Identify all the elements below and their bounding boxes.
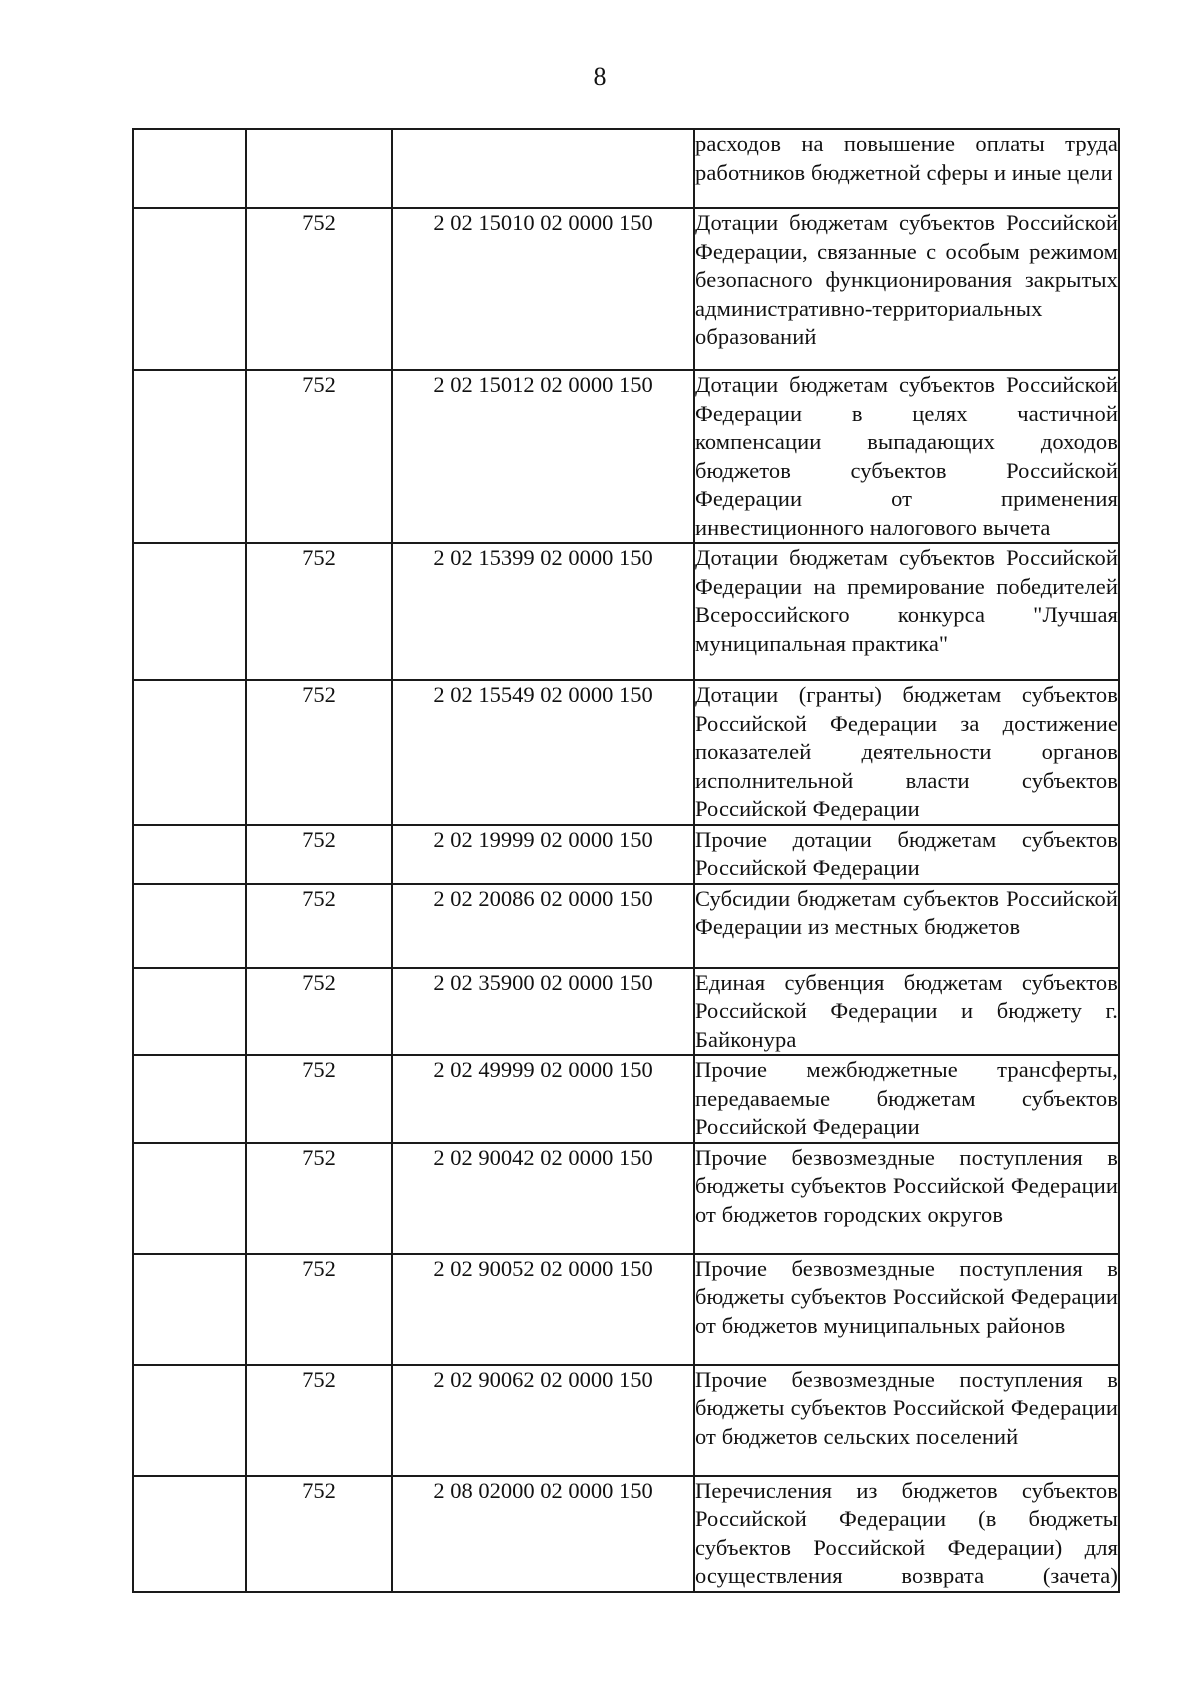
admin-code-cell: 752 [246, 884, 392, 968]
table-cell-empty [133, 825, 246, 884]
income-description-cell: Прочие безвозмездные поступления в бюджеты субъектов Российской Федерации от бюджетов городских округов [694, 1143, 1119, 1254]
budget-code-cell: 2 02 90062 02 0000 150 [392, 1365, 694, 1476]
income-description-cell: Прочие безвозмездные поступления в бюджеты субъектов Российской Федерации от бюджетов сельских поселений [694, 1365, 1119, 1476]
income-description-cell: Дотации бюджетам субъектов Российской Федерации в целях частичной компенсации выпадающих доходов бюджетов субъектов Российской Федерации от применения инвестиционного налогового вычета [694, 370, 1119, 543]
page-number: 8 [593, 62, 607, 91]
income-description-cell: Дотации бюджетам субъектов Российской Федерации на премирование победителей Всероссийского конкурса "Лучшая муниципальная практика" [694, 543, 1119, 680]
budget-code-cell: 2 02 15549 02 0000 150 [392, 680, 694, 825]
budget-code-cell: 2 02 90042 02 0000 150 [392, 1143, 694, 1254]
income-description-cell: Дотации бюджетам субъектов Российской Федерации, связанные с особым режимом безопасного функционирования закрытых административно-территориальных образований [694, 208, 1119, 370]
admin-code-cell: 752 [246, 208, 392, 370]
table-row [133, 370, 1119, 543]
income-description-cell: Дотации (гранты) бюджетам субъектов Российской Федерации за достижение показателей деятельности органов исполнительной власти субъектов Российской Федерации [694, 680, 1119, 825]
admin-code-cell: 752 [246, 1143, 392, 1254]
table-row [133, 968, 1119, 1056]
table-cell-empty [133, 1055, 246, 1143]
admin-code-cell [246, 129, 392, 208]
budget-code-cell: 2 08 02000 02 0000 150 [392, 1476, 694, 1592]
table-row [133, 1254, 1119, 1365]
income-description-cell: Прочие безвозмездные поступления в бюджеты субъектов Российской Федерации от бюджетов муниципальных районов [694, 1254, 1119, 1365]
admin-code-cell: 752 [246, 968, 392, 1056]
table-cell-empty [133, 884, 246, 968]
table-cell-empty [133, 129, 246, 208]
admin-code-cell: 752 [246, 680, 392, 825]
budget-code-cell: 2 02 35900 02 0000 150 [392, 968, 694, 1056]
table-row [133, 1365, 1119, 1476]
admin-code-cell: 752 [246, 1254, 392, 1365]
table-cell-empty [133, 370, 246, 543]
table-cell-empty [133, 208, 246, 370]
income-description-cell: Прочие дотации бюджетам субъектов Российской Федерации [694, 825, 1119, 884]
table-cell-empty [133, 1365, 246, 1476]
table-row [133, 825, 1119, 884]
budget-code-cell: 2 02 90052 02 0000 150 [392, 1254, 694, 1365]
budget-code-cell: 2 02 20086 02 0000 150 [392, 884, 694, 968]
income-description-cell: Прочие межбюджетные трансферты, передаваемые бюджетам субъектов Российской Федерации [694, 1055, 1119, 1143]
table-cell-empty [133, 968, 246, 1056]
table-row [133, 129, 1119, 208]
budget-code-cell [392, 129, 694, 208]
budget-code-cell: 2 02 15010 02 0000 150 [392, 208, 694, 370]
table-row [133, 1055, 1119, 1143]
table-row [133, 680, 1119, 825]
budget-code-cell: 2 02 49999 02 0000 150 [392, 1055, 694, 1143]
table-cell-empty [133, 1476, 246, 1592]
admin-code-cell: 752 [246, 1476, 392, 1592]
table-row [133, 543, 1119, 680]
admin-code-cell: 752 [246, 370, 392, 543]
budget-code-cell: 2 02 15399 02 0000 150 [392, 543, 694, 680]
income-description-cell: Перечисления из бюджетов субъектов Российской Федерации (в бюджеты субъектов Российской Федерации) для осуществления возврата (зачета) [694, 1476, 1119, 1592]
budget-classification-table [132, 128, 1120, 1593]
income-description-cell: Единая субвенция бюджетам субъектов Российской Федерации и бюджету г. Байконура [694, 968, 1119, 1056]
admin-code-cell: 752 [246, 543, 392, 680]
admin-code-cell: 752 [246, 1365, 392, 1476]
table-row [133, 208, 1119, 370]
admin-code-cell: 752 [246, 825, 392, 884]
table-row [133, 1143, 1119, 1254]
table-cell-empty [133, 543, 246, 680]
income-description-cell: Субсидии бюджетам субъектов Российской Федерации из местных бюджетов [694, 884, 1119, 968]
budget-code-cell: 2 02 19999 02 0000 150 [392, 825, 694, 884]
budget-code-cell: 2 02 15012 02 0000 150 [392, 370, 694, 543]
table-cell-empty [133, 1143, 246, 1254]
table-cell-empty [133, 1254, 246, 1365]
income-description-cell: расходов на повышение оплаты труда работников бюджетной сферы и иные цели [694, 129, 1119, 208]
table-row [133, 1476, 1119, 1592]
table-cell-empty [133, 680, 246, 825]
admin-code-cell: 752 [246, 1055, 392, 1143]
table-row [133, 884, 1119, 968]
